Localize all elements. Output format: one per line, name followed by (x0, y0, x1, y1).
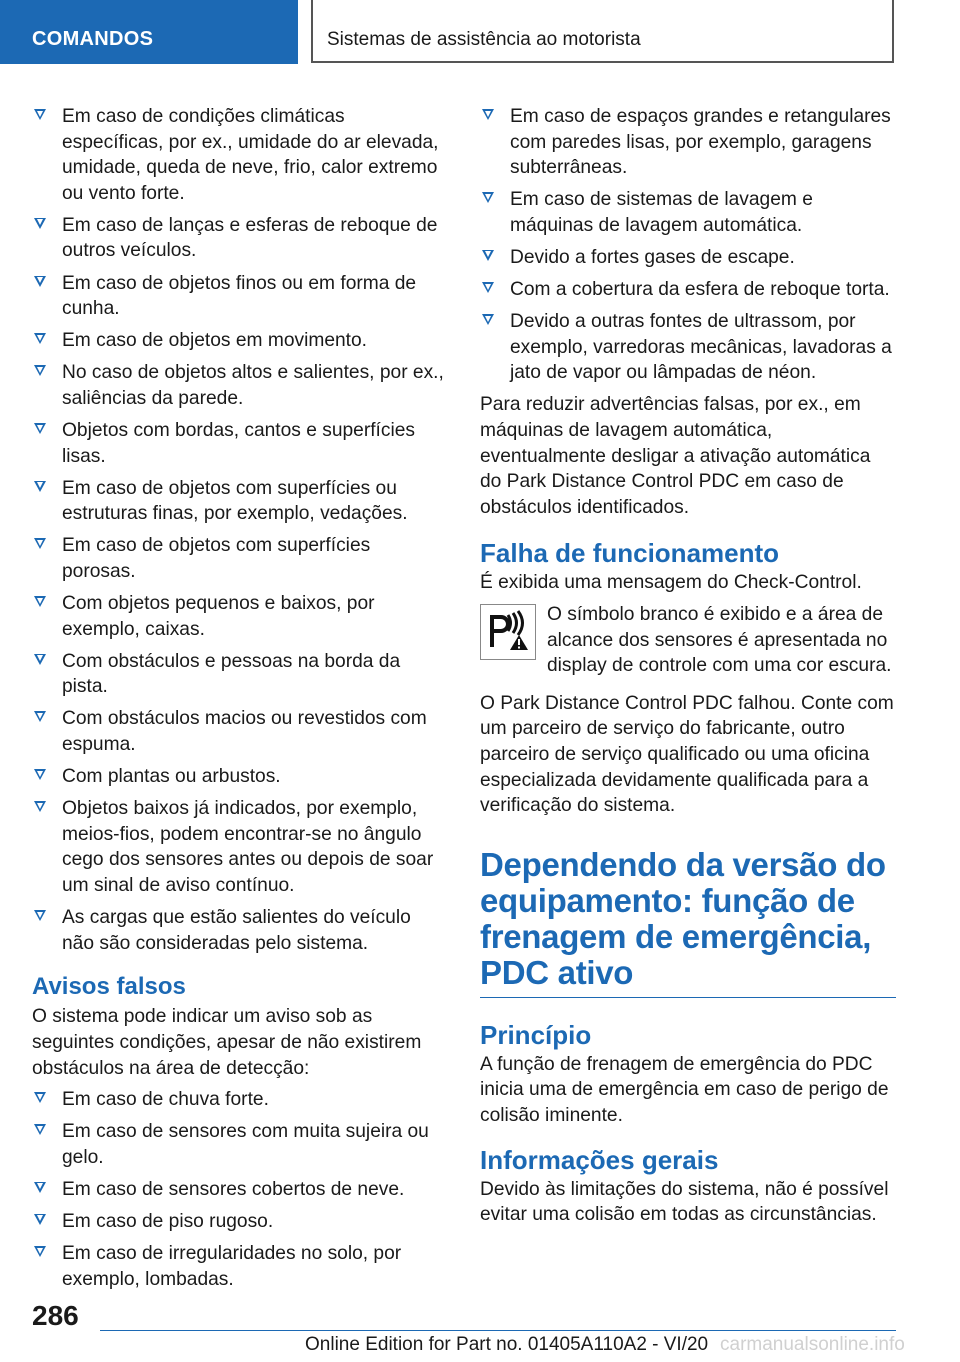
list-item: Com a cobertura da esfera de reboque torta. (480, 277, 896, 303)
list-item: Em caso de objetos com superfícies porosas. (32, 533, 448, 584)
heading-principle: Princípio (480, 1019, 592, 1050)
list-item: Em caso de condições climáticas específicas, por ex., umidade do ar elevada, umidade, queda de neve, frio, calor extremo ou vento forte. (32, 104, 448, 206)
bullet-triangle-icon (34, 218, 46, 229)
bullet-triangle-icon (34, 423, 46, 434)
bullet-triangle-icon (482, 109, 494, 120)
list-item: Em caso de chuva forte. (32, 1087, 448, 1113)
bullet-triangle-icon (34, 1092, 46, 1103)
bullet-triangle-icon (34, 109, 46, 120)
reduce-warnings-paragraph: Para reduzir advertências falsas, por ex., em máquinas de lavagem automática, eventualmente desligar a ativação automática do Park Distance Control PDC em caso de obstáculos identificados. (480, 394, 871, 518)
general-info-text: Devido às limitações do sistema, não é possível evitar uma colisão em todas as circunstâncias. (480, 1178, 889, 1226)
list-item: Em caso de objetos em movimento. (32, 328, 448, 354)
footer-rule (100, 1330, 896, 1331)
bullet-triangle-icon (34, 1214, 46, 1225)
bullet-triangle-icon (34, 333, 46, 344)
left-column (32, 104, 448, 1299)
list-item: Objetos baixos já indicados, por exemplo, meios-fios, podem encontrar-se no ângulo cego dos sensores antes ou depois de soar um sinal de aviso contínuo. (32, 796, 448, 898)
list-item: Em caso de objetos com superfícies ou estruturas finas, por exemplo, vedações. (32, 476, 448, 527)
section-tab (0, 0, 298, 64)
symbol-description: O símbolo branco é exibido e a área de alcance dos sensores é apresentada no display de controle com uma cor escura. (547, 604, 892, 677)
bullet-triangle-icon (34, 481, 46, 492)
bullet-triangle-icon (34, 769, 46, 780)
list-item: Com plantas ou arbustos. (32, 764, 448, 790)
bullet-triangle-icon (34, 910, 46, 921)
bullet-triangle-icon (34, 596, 46, 607)
bullet-triangle-icon (482, 282, 494, 293)
list-item: Em caso de sensores cobertos de neve. (32, 1177, 448, 1203)
chapter-header (311, 0, 894, 63)
list-item: Com objetos pequenos e baixos, por exemplo, caixas. (32, 591, 448, 642)
malfunction-paragraph: O Park Distance Control PDC falhou. Conte com um parceiro de serviço do fabricante, outro parceiro de serviço qualificado ou uma oficina especializada devidamente qualificada para a verificação do sistema. (480, 692, 894, 817)
principle-text: A função de frenagem de emergência do PDC inicia uma de emergência em caso de perigo de colisão iminente. (480, 1053, 889, 1126)
heading-emergency-braking: Dependendo da versão do equipamento: função de frenagem de emergência, PDC ativo (480, 847, 896, 998)
false-warnings-list (32, 1087, 448, 1292)
malfunction-intro: É exibida uma mensagem do Check-Control. (480, 572, 862, 594)
bullet-triangle-icon (34, 801, 46, 812)
list-item: Em caso de irregularidades no solo, por exemplo, lombadas. (32, 1241, 448, 1292)
list-item: Objetos com bordas, cantos e superfícies lisas. (32, 418, 448, 469)
list-item: Em caso de piso rugoso. (32, 1209, 448, 1235)
list-item: Em caso de lanças e esferas de reboque de outros veículos. (32, 213, 448, 264)
conditions-list-continued (480, 104, 896, 386)
list-item: Devido a fortes gases de escape. (480, 245, 896, 271)
bullet-triangle-icon (34, 1124, 46, 1135)
list-item: Em caso de espaços grandes e retangulares com paredes lisas, por exemplo, garagens subterrâneas. (480, 104, 896, 181)
bullet-triangle-icon (482, 250, 494, 261)
conditions-list (32, 104, 448, 956)
bullet-triangle-icon (34, 276, 46, 287)
list-item: As cargas que estão salientes do veículo não são consideradas pelo sistema. (32, 905, 448, 956)
heading-malfunction: Falha de funcionamento (480, 538, 780, 569)
bullet-triangle-icon (34, 711, 46, 722)
right-column (480, 104, 896, 1234)
watermark: carmanualsonline.info (720, 1334, 905, 1355)
page-number: 286 (32, 1300, 79, 1331)
chapter-title: Sistemas de assistência ao motorista (327, 29, 641, 50)
bullet-triangle-icon (482, 314, 494, 325)
footer-edition: Online Edition for Part no. 01405A110A2 - VI/20 (305, 1334, 709, 1355)
list-item: No caso de objetos altos e salientes, por ex., saliências da parede. (32, 360, 448, 411)
list-item: Devido a outras fontes de ultrassom, por exemplo, varredoras mecânicas, lavadoras a jato de vapor ou lâmpadas de néon. (480, 309, 896, 386)
list-item: Em caso de objetos finos ou em forma de cunha. (32, 271, 448, 322)
list-item: Com obstáculos e pessoas na borda da pista. (32, 649, 448, 700)
false-warnings-intro: O sistema pode indicar um aviso sob as seguintes condições, apesar de não existirem obstáculos na área de detecção: (32, 1006, 422, 1079)
list-item: Em caso de sistemas de lavagem e máquinas de lavagem automática. (480, 187, 896, 238)
list-item: Em caso de sensores com muita sujeira ou gelo. (32, 1119, 448, 1170)
bullet-triangle-icon (482, 192, 494, 203)
bullet-triangle-icon (34, 538, 46, 549)
list-item: Com obstáculos macios ou revestidos com espuma. (32, 706, 448, 757)
bullet-triangle-icon (34, 654, 46, 665)
section-label: COMANDOS (32, 28, 154, 50)
bullet-triangle-icon (34, 1246, 46, 1257)
heading-general-info: Informações gerais (480, 1144, 719, 1175)
pdc-sensor-warning-icon (480, 604, 536, 660)
symbol-row (480, 602, 896, 679)
heading-false-warnings: Avisos falsos (32, 973, 186, 1001)
bullet-triangle-icon (34, 365, 46, 376)
bullet-triangle-icon (34, 1182, 46, 1193)
